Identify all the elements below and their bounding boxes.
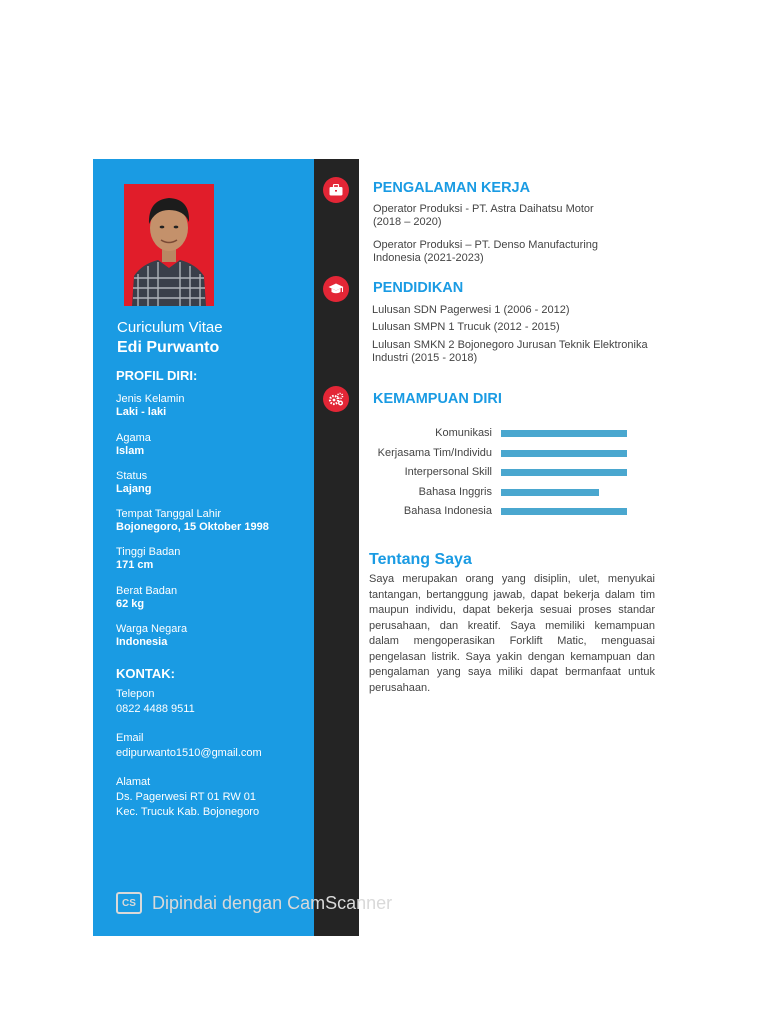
field-label-weight: Berat Badan: [116, 585, 178, 597]
skill-label: Interpersonal Skill: [404, 466, 492, 478]
kemampuan-title: KEMAMPUAN DIRI: [373, 391, 502, 407]
education-3-line-1: Lulusan SMKN 2 Bojonegoro Jurusan Teknik Elektronika: [372, 339, 648, 351]
experience-2-line-2: Indonesia (2021-2023): [373, 252, 484, 264]
gears-icon: [323, 386, 349, 412]
education-3-line-2: Industri (2015 - 2018): [372, 352, 478, 364]
experience-2-line-1: Operator Produksi – PT. Denso Manufacturing: [373, 239, 599, 251]
cv-label: Curiculum Vitae: [117, 319, 223, 336]
skill-label: Bahasa Inggris: [418, 485, 492, 498]
camscanner-watermark: [116, 892, 392, 914]
education-1: Lulusan SDN Pagerwesi 1 (2006 - 2012): [372, 304, 570, 316]
watermark-text: Dipindai dengan CamScanner: [152, 892, 393, 913]
graduation-cap-icon: [323, 276, 349, 302]
skill-bar: [501, 489, 599, 496]
skill-bar: [501, 450, 627, 457]
skill-bar: [501, 508, 627, 515]
tentang-text: Saya merupakan orang yang disiplin, ulet, menyukai tantangan, bertanggung jawab, dapat bekerja dalam tim maupun individu, dapat bekerja sesuai proses standar perusahaan, dan kreatif. Saya memiliki kemampuan dalam mengoperasikan Forklift Matic, menguasai pengelasan listrik. Saya yakin dengan kemampuan dan pengalaman yang saya miliki dapat bermanfaat untuk perusahaan.: [369, 573, 655, 694]
skill-bar: [501, 469, 627, 476]
person-name: Edi Purwanto: [117, 339, 220, 356]
field-label-height: Tinggi Badan: [116, 546, 181, 558]
address-label: Alamat: [116, 776, 151, 788]
field-label-gender: Jenis Kelamin: [116, 393, 185, 405]
field-value-status: Lajang: [116, 483, 152, 495]
field-value-weight: 62 kg: [116, 598, 145, 610]
tentang-title: Tentang Saya: [369, 551, 472, 568]
skill-bar: [501, 430, 627, 437]
field-value-birth: Bojonegoro, 15 Oktober 1998: [116, 521, 269, 533]
field-label-status: Status: [116, 470, 148, 482]
briefcase-icon: [323, 177, 349, 203]
experience-1-line-2: (2018 – 2020): [373, 216, 442, 228]
field-value-nationality: Indonesia: [116, 636, 168, 648]
pendidikan-title: PENDIDIKAN: [373, 280, 464, 296]
profil-title: PROFIL DIRI:: [116, 368, 198, 383]
field-value-religion: Islam: [116, 445, 145, 457]
skill-label: Bahasa Indonesia: [403, 505, 492, 517]
address-line-2: Kec. Trucuk Kab. Bojonegoro: [116, 806, 260, 818]
skill-label: Komunikasi: [435, 427, 492, 439]
education-2: Lulusan SMPN 1 Trucuk (2012 - 2015): [372, 321, 560, 333]
skill-label: Kerjasama Tim/Individu: [377, 446, 492, 459]
address-line-1: Ds. Pagerwesi RT 01 RW 01: [116, 791, 257, 803]
field-label-nationality: Warga Negara: [116, 623, 188, 635]
profile-photo: [124, 184, 214, 306]
experience-1-line-1: Operator Produksi - PT. Astra Daihatsu Motor: [373, 203, 594, 215]
kontak-title: KONTAK:: [116, 666, 175, 681]
camscanner-logo: CS: [116, 892, 142, 914]
field-label-birth: Tempat Tanggal Lahir: [116, 508, 221, 520]
email-label: Email: [116, 732, 144, 744]
phone-value: 0822 4488 9511: [116, 703, 195, 715]
field-label-religion: Agama: [116, 432, 151, 444]
email-value: edipurwanto1510@gmail.com: [116, 747, 262, 759]
profile-sidebar: [93, 159, 315, 936]
pengalaman-title: PENGALAMAN KERJA: [373, 180, 531, 196]
field-value-height: 171 cm: [116, 559, 154, 571]
field-value-gender: Laki - laki: [116, 406, 167, 418]
phone-label: Telepon: [116, 688, 155, 700]
